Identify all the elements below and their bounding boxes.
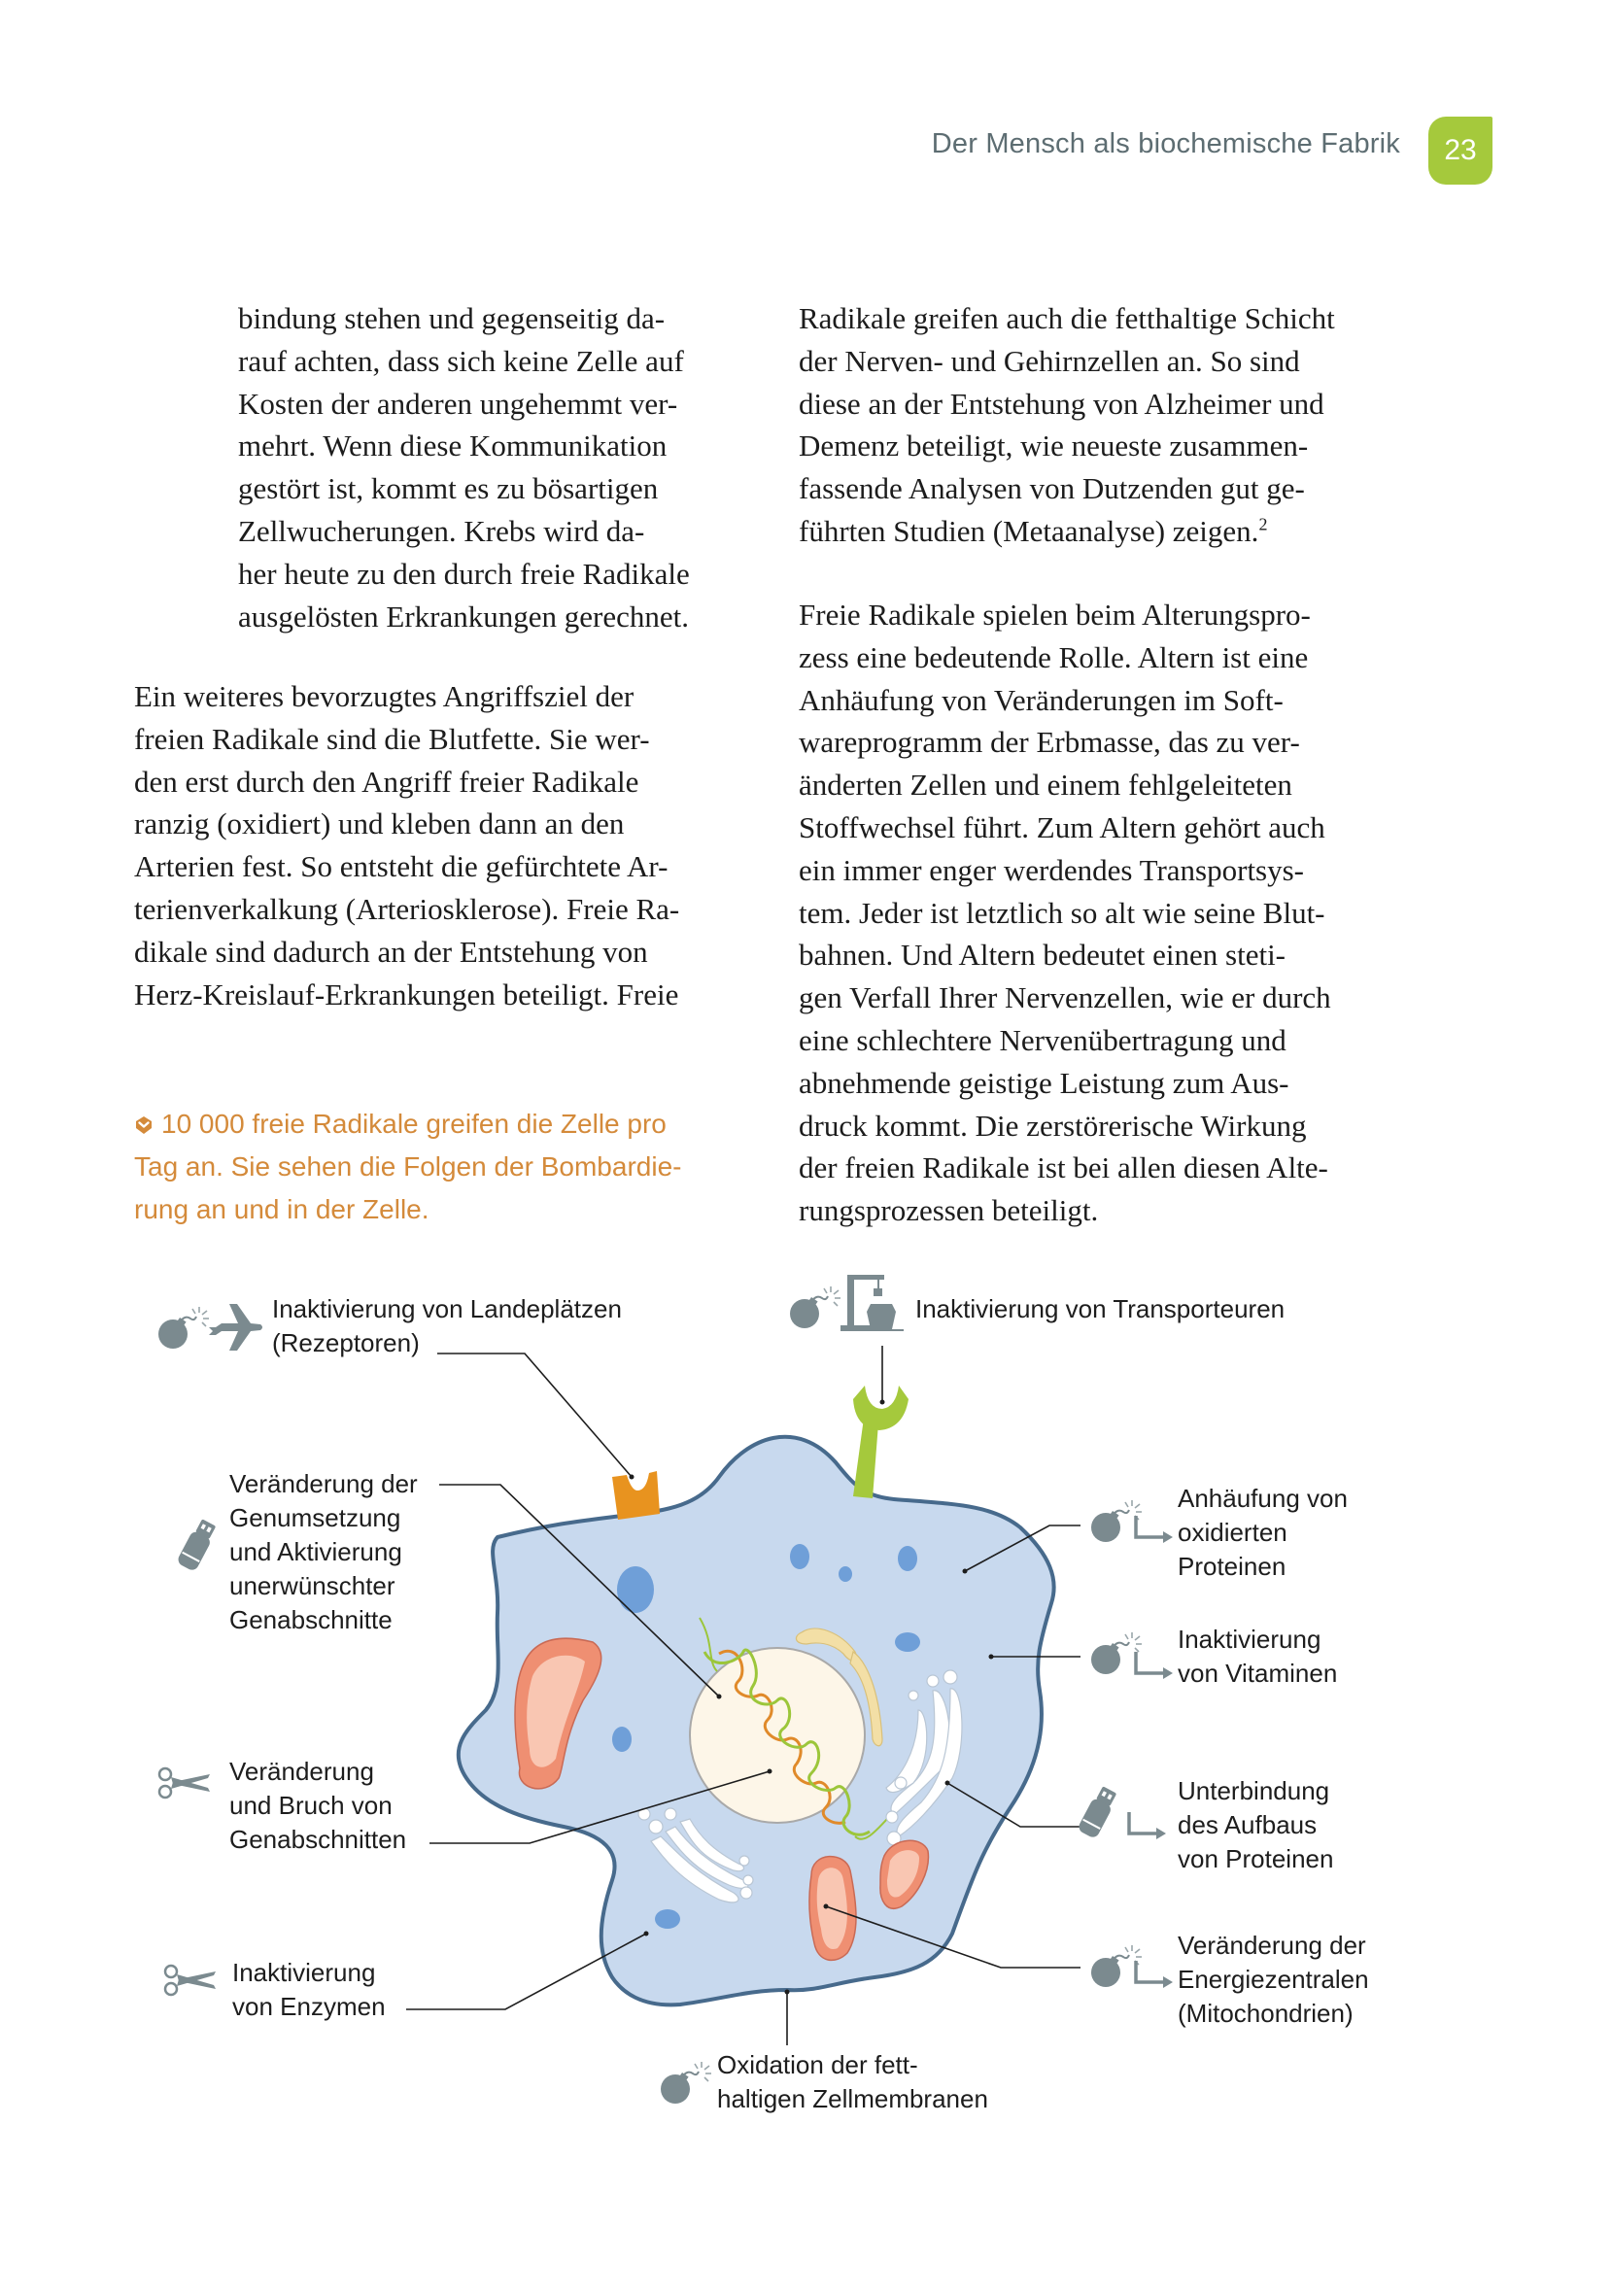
bomb-icon — [1091, 1500, 1142, 1542]
label-oxidized-proteins — [1178, 1482, 1348, 1584]
label-line: Inaktivierung — [232, 1958, 376, 1987]
label-line: Oxidation der fett- — [717, 2050, 918, 2079]
text-line: den erst durch den Angriff freier Radikale — [134, 764, 639, 799]
label-line: von Enzymen — [232, 1992, 386, 2021]
label-line: Inaktivierung von Landeplätzen — [272, 1294, 622, 1323]
label-line: Proteinen — [1178, 1552, 1286, 1581]
text-line: druck kommt. Die zerstörerische Wirkung — [799, 1108, 1307, 1143]
label-line: Veränderung der — [1178, 1931, 1366, 1960]
label-vitamins — [1178, 1623, 1337, 1691]
text-line: tem. Jeder ist letztlich so alt wie seine Blut- — [799, 895, 1325, 930]
text-line: Herz-Kreislauf-Erkrankungen beteiligt. Freie — [134, 977, 679, 1011]
text-line: Freie Radikale spielen beim Alterungspro- — [799, 598, 1311, 632]
running-title: Der Mensch als biochemische Fabrik — [931, 128, 1400, 159]
text-line: bahnen. Und Altern bedeutet einen steti- — [799, 938, 1286, 973]
label-gene-breakage — [229, 1755, 406, 1857]
label-line: von Proteinen — [1178, 1844, 1334, 1873]
page-number: 23 — [1444, 134, 1477, 166]
text-line: freien Radikale sind die Blutfette. Sie wer- — [134, 721, 650, 756]
label-receptors — [272, 1292, 622, 1360]
label-protein-synthesis — [1178, 1774, 1333, 1876]
text-line: rungsprozessen beteiligt. — [799, 1193, 1099, 1228]
label-line: von Vitaminen — [1178, 1659, 1338, 1688]
callout-line: 10 000 freie Radikale greifen die Zelle pro — [161, 1109, 667, 1139]
label-line: oxidierten — [1178, 1518, 1287, 1547]
arrow-icon — [1136, 1961, 1173, 1988]
arrow-icon — [1136, 1516, 1173, 1543]
label-line: des Aufbaus — [1178, 1810, 1318, 1839]
text-line: rauf achten, dass sich keine Zelle auf — [238, 343, 684, 378]
label-line: Anhäufung von — [1178, 1484, 1348, 1513]
label-membranes — [717, 2048, 988, 2116]
text-line: gestört ist, kommt es zu bösartigen — [238, 471, 659, 506]
text-line: ein immer enger werdendes Transportsys- — [799, 852, 1305, 887]
arrow-icon — [1136, 1652, 1173, 1679]
text-line: bindung stehen und gegenseitig da- — [238, 301, 666, 335]
label-line: unerwünschter — [229, 1571, 395, 1600]
text-line: Radikale greifen auch die fetthaltige Schicht — [799, 301, 1335, 335]
text-line: zess eine bedeutende Rolle. Altern ist eine — [799, 639, 1309, 674]
text-line: diese an der Entstehung von Alzheimer und — [799, 386, 1324, 421]
label-line: (Rezeptoren) — [272, 1328, 420, 1357]
text-line: Demenz beteiligt, wie neueste zusammen- — [799, 428, 1309, 463]
usb-stick-icon — [1077, 1785, 1119, 1839]
text-line: Anhäufung von Veränderungen im Soft- — [799, 682, 1284, 717]
label-line: Genumsetzung — [229, 1503, 401, 1532]
text-line: Stoffwechsel führt. Zum Altern gehört auch — [799, 809, 1325, 844]
text-line: fassende Analysen von Dutzenden gut ge- — [799, 471, 1305, 506]
callout-line: Tag an. Sie sehen die Folgen der Bombardie- — [134, 1151, 682, 1182]
bomb-icon — [1091, 1632, 1142, 1674]
airplane-icon — [209, 1304, 262, 1351]
text-line: wareprogramm der Erbmasse, das zu ver- — [799, 725, 1300, 760]
usb-stick-icon — [176, 1518, 219, 1572]
text-line: Kosten der anderen ungehemmt ver- — [238, 386, 678, 421]
nucleus — [690, 1648, 865, 1823]
text-line: der freien Radikale ist bei allen diesen Alte- — [799, 1150, 1328, 1185]
receptor-shape — [612, 1471, 660, 1520]
text-line: abnehmende geistige Leistung zum Aus- — [799, 1065, 1289, 1100]
label-line: Inaktivierung von Transporteuren — [915, 1294, 1286, 1323]
footnote-reference[interactable]: 2 — [1258, 514, 1268, 534]
scissors-icon — [165, 1966, 216, 1995]
arrow-icon — [1129, 1812, 1166, 1839]
label-transporters — [915, 1292, 1285, 1326]
text-line: änderten Zellen und einem fehlgeleiteten — [799, 768, 1292, 803]
text-line: her heute zu den durch freie Radikale — [238, 556, 690, 591]
text-line: gen Verfall Ihrer Nervenzellen, wie er durch — [799, 980, 1331, 1015]
label-line: haltigen Zellmembranen — [717, 2084, 988, 2113]
text-line: mehrt. Wenn diese Kommunikation — [238, 428, 668, 463]
label-line: und Bruch von — [229, 1791, 393, 1820]
bomb-icon — [790, 1286, 840, 1328]
label-mitochondria — [1178, 1929, 1369, 2031]
label-gene-expression — [229, 1467, 418, 1637]
text-line: der Nerven- und Gehirnzellen an. So sind — [799, 343, 1300, 378]
text-line: Zellwucherungen. Krebs wird da- — [238, 513, 645, 548]
text-line: Ein weiteres bevorzugtes Angriffsziel der — [134, 679, 635, 713]
crane-icon — [840, 1275, 904, 1331]
label-line: und Aktivierung — [229, 1537, 402, 1566]
label-line: Unterbindung — [1178, 1776, 1330, 1805]
text-line: ausgelösten Erkrankungen gerechnet. — [238, 599, 689, 634]
callout-line: rung an und in der Zelle. — [134, 1194, 429, 1224]
label-line: Inaktivierung — [1178, 1625, 1321, 1654]
bomb-icon — [661, 2062, 711, 2104]
label-line: Genabschnitte — [229, 1605, 393, 1634]
label-line: Veränderung — [229, 1757, 374, 1786]
bomb-icon — [1091, 1945, 1142, 1987]
text-line: dikale sind dadurch an der Entstehung von — [134, 934, 648, 969]
text-line: ranzig (oxidiert) und kleben dann an den — [134, 806, 625, 841]
text-line: Arterien fest. So entsteht die gefürchtete Ar- — [134, 849, 669, 884]
text-line: terienverkalkung (Arteriosklerose). Freie Ra- — [134, 891, 680, 926]
scissors-icon — [159, 1768, 210, 1798]
bomb-icon — [158, 1307, 209, 1349]
label-enzymes — [232, 1956, 386, 2024]
label-line: Veränderung der — [229, 1469, 418, 1498]
text-line: eine schlechtere Nervenübertragung und — [799, 1022, 1286, 1057]
text-line-content: führten Studien (Metaanalyse) zeigen. — [799, 513, 1259, 548]
label-line: Energiezentralen — [1178, 1965, 1369, 1994]
label-line: Genabschnitten — [229, 1825, 407, 1854]
label-line: (Mitochondrien) — [1178, 1999, 1354, 2028]
